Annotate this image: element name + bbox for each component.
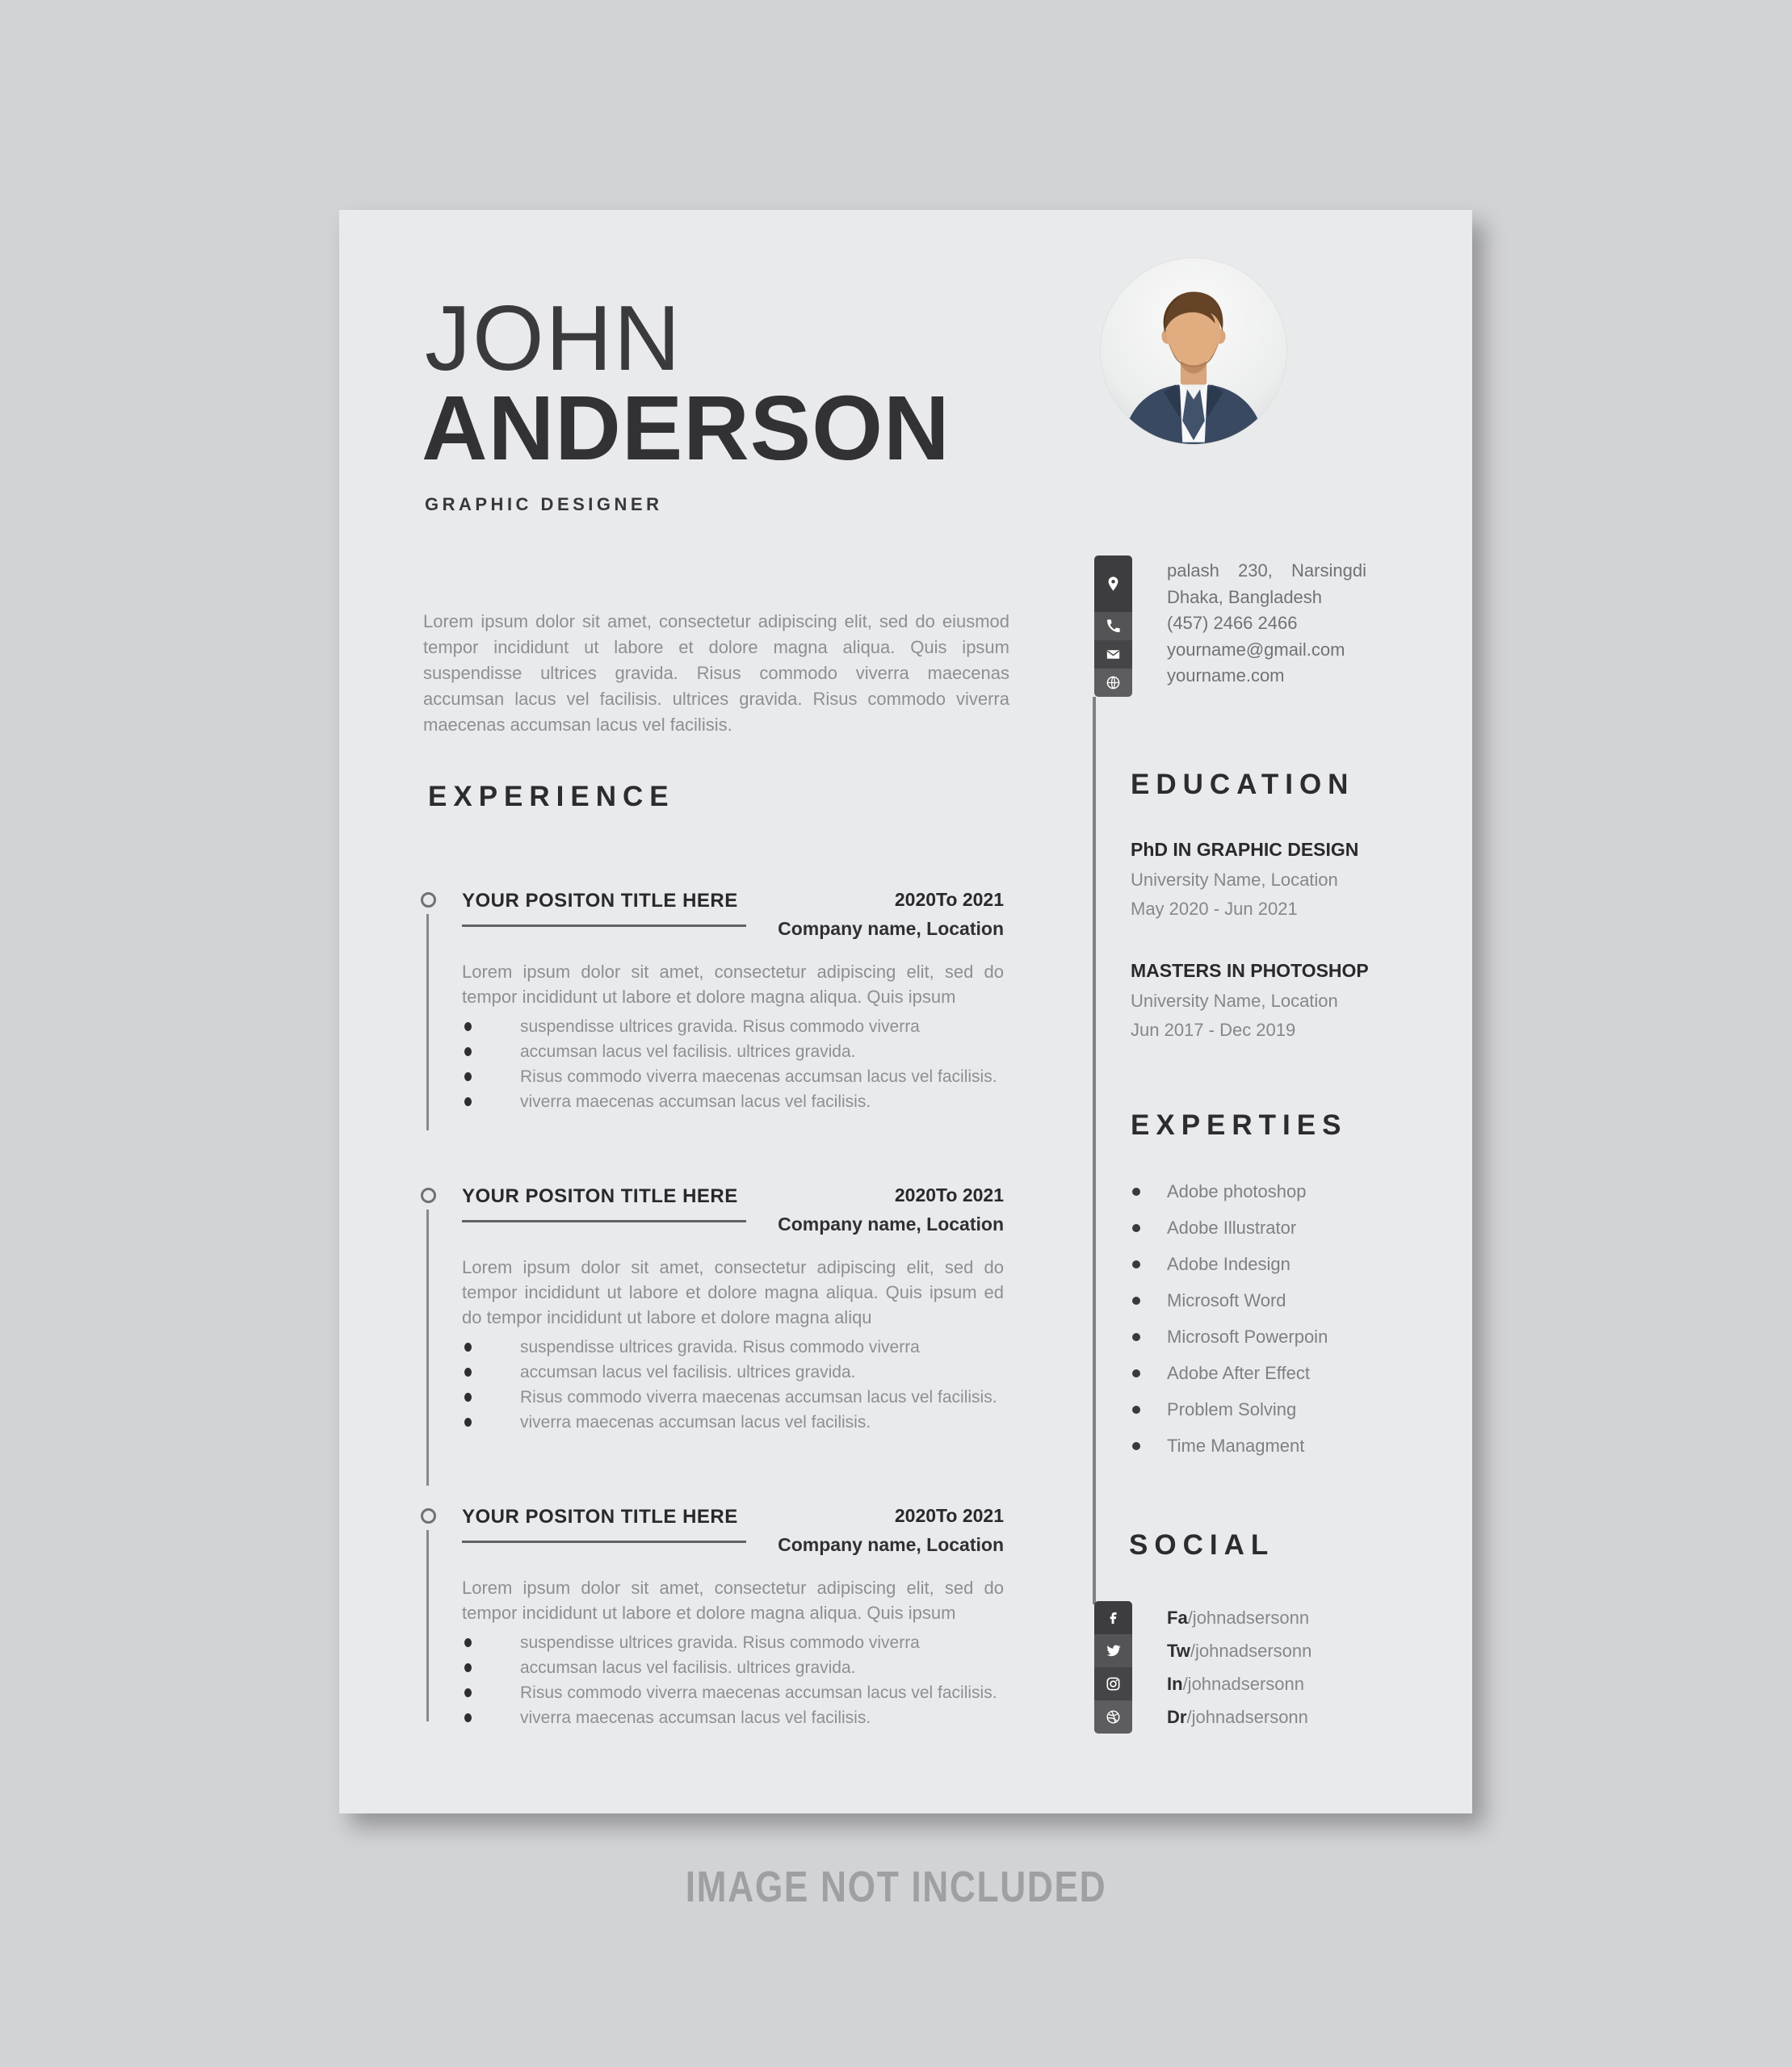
profile-photo <box>1101 258 1286 444</box>
social-handle-instagram[interactable] <box>1167 1667 1311 1700</box>
social-prefix: Fa <box>1167 1607 1188 1628</box>
school-name: University Name, Location <box>1131 991 1338 1011</box>
address-word: 230, <box>1238 560 1273 581</box>
position-bullet-list <box>462 1335 1004 1435</box>
skill-label: Adobe Illustrator <box>1167 1217 1297 1238</box>
bullet-item <box>462 1064 1004 1089</box>
social-handle-twitter[interactable] <box>1167 1634 1311 1667</box>
twitter-icon[interactable] <box>1094 1634 1132 1667</box>
social-prefix: In <box>1167 1673 1183 1694</box>
experience-entry <box>422 1185 1004 1435</box>
company-name: Company name, Location <box>778 1534 1004 1555</box>
school-name: University Name, Location <box>1131 870 1338 890</box>
position-description: Lorem ipsum dolor sit amet, consectetur adipiscing elit, sed do tempor incididunt ut labore et dolore magna aliqua. Quis ipsum ed do tempor incididunt ut labore et dolore magna aliqu <box>462 1257 1004 1327</box>
timeline-rail <box>426 914 429 1130</box>
bullet-text: accumsan lacus vel facilisis. ultrices gravida. <box>520 1658 856 1677</box>
skill-label: Problem Solving <box>1167 1398 1297 1419</box>
bullet-dot-icon <box>464 1663 472 1672</box>
bullet-dot-icon <box>1132 1333 1140 1341</box>
bullet-dot-icon <box>464 1638 472 1647</box>
position-title: YOUR POSITON TITLE HERE <box>462 1185 738 1207</box>
bullet-text: viverra maecenas accumsan lacus vel facilisis. <box>520 1413 871 1432</box>
bullet-dot-icon <box>464 1368 472 1377</box>
skill-label: Adobe After Effect <box>1167 1362 1310 1383</box>
social-handle: /johnadsersonn <box>1187 1607 1310 1628</box>
social-handle-list <box>1167 1601 1311 1734</box>
position-bullet-list <box>462 1014 1004 1114</box>
address-line-1 <box>1167 558 1366 585</box>
social-handle: /johnadsersonn <box>1190 1640 1312 1661</box>
column-divider-line <box>1093 697 1096 1604</box>
skill-item <box>1132 1282 1328 1319</box>
bullet-item <box>462 1335 1004 1360</box>
bullet-item <box>462 1410 1004 1435</box>
social-icon-bar <box>1094 1601 1132 1734</box>
social-handle-dribbble[interactable] <box>1167 1700 1311 1734</box>
skill-item <box>1132 1246 1328 1282</box>
address-word: Narsingdi <box>1291 560 1366 581</box>
bullet-dot-icon <box>464 1097 472 1106</box>
education-heading: EDUCATION <box>1131 769 1355 800</box>
bullet-dot-icon <box>1132 1260 1140 1268</box>
position-bullet-list <box>462 1630 1004 1730</box>
title-underline <box>462 924 746 927</box>
bullet-dot-icon <box>464 1022 472 1031</box>
education-entry <box>1131 961 1397 1040</box>
timeline-node-icon <box>421 892 436 908</box>
profile-summary: Lorem ipsum dolor sit amet, consectetur adipiscing elit, sed do eiusmod tempor incididunt ut labore et dolore magna aliqua. Quis ipsum suspendisse ultrices gravida. Risus commodo viverra maecenas accumsan lacus vel facilisis. ultrices gravida. Risus commodo viverra maecenas accumsan lacus vel facilisis. <box>423 611 1009 735</box>
experience-heading: EXPERIENCE <box>428 781 675 812</box>
company-name: Company name, Location <box>778 1214 1004 1235</box>
timeline-node-icon <box>421 1188 436 1203</box>
bullet-dot-icon <box>1132 1297 1140 1305</box>
bullet-item <box>462 1039 1004 1064</box>
timeline-rail <box>426 1210 429 1486</box>
phone-number: (457) 2466 2466 <box>1167 613 1298 634</box>
bullet-item <box>462 1630 1004 1655</box>
title-underline <box>462 1541 746 1543</box>
bullet-text: Risus commodo viverra maecenas accumsan lacus vel facilisis. <box>520 1683 997 1702</box>
skill-item <box>1132 1173 1328 1210</box>
skill-item <box>1132 1355 1328 1391</box>
bullet-text: accumsan lacus vel facilisis. ultrices gravida. <box>520 1042 856 1061</box>
bullet-dot-icon <box>464 1343 472 1352</box>
position-dates: 2020To 2021 <box>894 1505 1004 1526</box>
bullet-dot-icon <box>464 1047 472 1056</box>
bullet-item <box>462 1014 1004 1039</box>
education-dates: Jun 2017 - Dec 2019 <box>1131 1020 1296 1040</box>
social-handle-facebook[interactable] <box>1167 1601 1311 1634</box>
position-description: Lorem ipsum dolor sit amet, consectetur adipiscing elit, sed do tempor incididunt ut labore et dolore magna aliqua. Quis ipsum <box>462 1578 1004 1623</box>
social-handle: /johnadsersonn <box>1186 1706 1308 1727</box>
website-url[interactable]: yourname.com <box>1167 665 1285 686</box>
bullet-text: viverra maecenas accumsan lacus vel facilisis. <box>520 1092 871 1111</box>
skill-label: Time Managment <box>1167 1435 1305 1456</box>
bullet-dot-icon <box>464 1713 472 1722</box>
timeline-rail <box>426 1530 429 1721</box>
experience-entry <box>422 1506 1004 1730</box>
bullet-dot-icon <box>464 1072 472 1081</box>
position-description: Lorem ipsum dolor sit amet, consectetur adipiscing elit, sed do tempor incididunt ut labore et dolore magna aliqua. Quis ipsum <box>462 962 1004 1007</box>
position-dates: 2020To 2021 <box>894 889 1004 910</box>
position-dates: 2020To 2021 <box>894 1184 1004 1205</box>
bullet-text: suspendisse ultrices gravida. Risus commodo viverra <box>520 1633 920 1652</box>
last-name: ANDERSON <box>422 377 951 479</box>
bullet-item <box>462 1680 1004 1705</box>
social-handle: /johnadsersonn <box>1182 1673 1305 1694</box>
position-title: YOUR POSITON TITLE HERE <box>462 890 738 912</box>
degree-title: MASTERS IN PHOTOSHOP <box>1131 960 1369 981</box>
contact-info <box>1167 558 1366 690</box>
social-heading: SOCIAL <box>1129 1529 1275 1561</box>
resume-sheet <box>339 210 1472 1813</box>
bullet-dot-icon <box>464 1688 472 1697</box>
bullet-dot-icon <box>1132 1442 1140 1450</box>
bullet-text: Risus commodo viverra maecenas accumsan lacus vel facilisis. <box>520 1067 997 1086</box>
experties-list <box>1132 1173 1328 1464</box>
skill-item <box>1132 1210 1328 1246</box>
location-pin-icon <box>1094 556 1132 612</box>
email-address[interactable]: yourname@gmail.com <box>1167 639 1345 660</box>
bullet-text: accumsan lacus vel facilisis. ultrices gravida. <box>520 1363 856 1381</box>
address-line-2: Dhaka, Bangladesh <box>1167 586 1323 607</box>
position-title: YOUR POSITON TITLE HERE <box>462 1506 738 1528</box>
experties-heading: EXPERTIES <box>1131 1109 1348 1141</box>
education-list <box>1131 840 1397 1040</box>
bullet-item <box>462 1705 1004 1730</box>
first-name: JOHN <box>425 287 682 390</box>
dribbble-icon[interactable] <box>1094 1700 1132 1734</box>
bullet-item <box>462 1089 1004 1114</box>
bullet-item <box>462 1360 1004 1385</box>
skill-label: Adobe photoshop <box>1167 1180 1307 1201</box>
company-name: Company name, Location <box>778 918 1004 939</box>
job-title: GRAPHIC DESIGNER <box>425 494 663 514</box>
bullet-text: viverra maecenas accumsan lacus vel facilisis. <box>520 1709 871 1727</box>
contact-icon-bar <box>1094 556 1132 697</box>
globe-icon <box>1094 669 1132 697</box>
timeline-node-icon <box>421 1508 436 1524</box>
bullet-text: Risus commodo viverra maecenas accumsan lacus vel facilisis. <box>520 1388 997 1407</box>
bullet-item <box>462 1655 1004 1680</box>
social-prefix: Dr <box>1167 1706 1187 1727</box>
stylized-portrait-illustration <box>1101 258 1286 444</box>
education-dates: May 2020 - Jun 2021 <box>1131 899 1298 919</box>
bullet-dot-icon <box>464 1418 472 1427</box>
facebook-icon[interactable] <box>1094 1601 1132 1634</box>
bullet-item <box>462 1385 1004 1410</box>
skill-label: Adobe Indesign <box>1167 1253 1290 1274</box>
bullet-text: suspendisse ultrices gravida. Risus commodo viverra <box>520 1017 920 1036</box>
bullet-dot-icon <box>1132 1188 1140 1196</box>
phone-icon <box>1094 612 1132 640</box>
envelope-icon <box>1094 640 1132 669</box>
title-underline <box>462 1220 746 1222</box>
bullet-dot-icon <box>464 1393 472 1402</box>
bullet-dot-icon <box>1132 1224 1140 1232</box>
degree-title: PhD IN GRAPHIC DESIGN <box>1131 839 1359 860</box>
experience-entry <box>422 890 1004 1114</box>
skill-item <box>1132 1319 1328 1355</box>
skill-label: Microsoft Powerpoin <box>1167 1326 1328 1347</box>
skill-item <box>1132 1391 1328 1428</box>
bullet-dot-icon <box>1132 1369 1140 1377</box>
skill-item <box>1132 1428 1328 1464</box>
social-prefix: Tw <box>1167 1640 1190 1661</box>
skill-label: Microsoft Word <box>1167 1289 1286 1310</box>
instagram-icon[interactable] <box>1094 1667 1132 1700</box>
education-entry <box>1131 840 1397 919</box>
address-word: palash <box>1167 560 1219 581</box>
watermark-text: IMAGE NOT INCLUDED <box>685 1863 1107 1911</box>
bullet-dot-icon <box>1132 1406 1140 1414</box>
bullet-text: suspendisse ultrices gravida. Risus commodo viverra <box>520 1338 920 1356</box>
